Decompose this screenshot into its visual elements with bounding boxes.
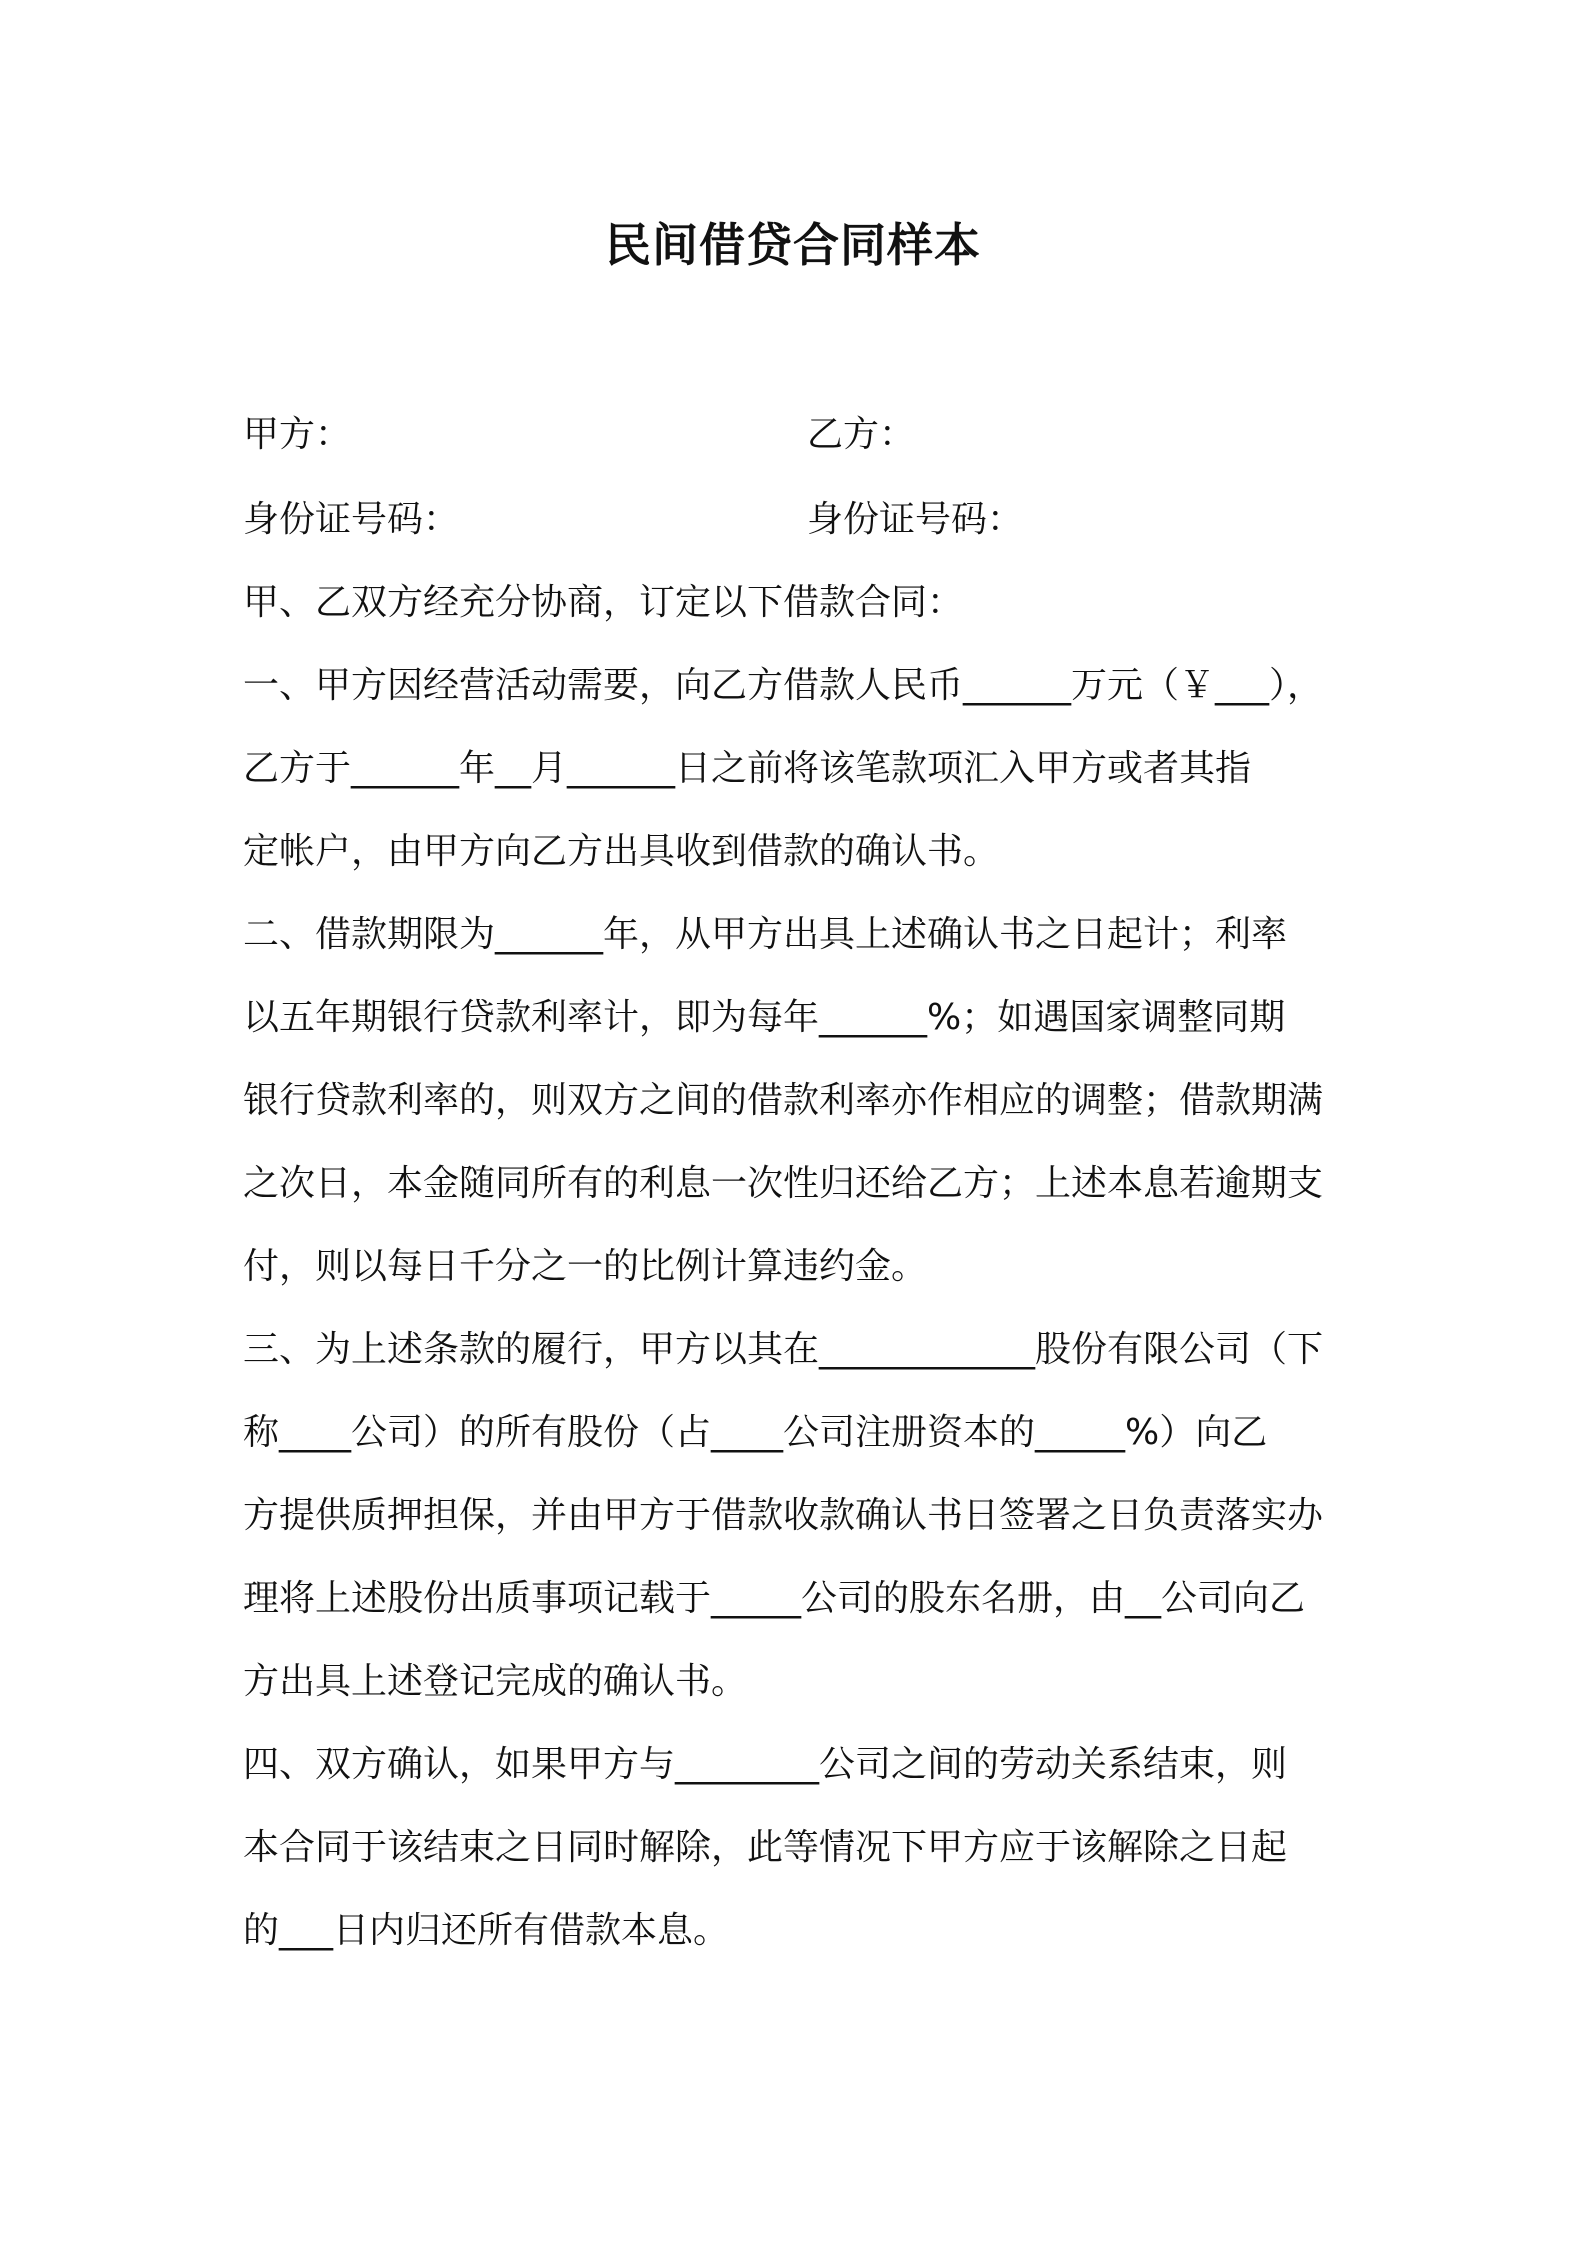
clause-1-line-2: 乙方于______年__月______日之前将该笔款项汇入甲方或者其指 [243, 748, 1252, 789]
clause-3-line-4: 理将上述股份出质事项记载于_____公司的股东名册，由__公司向乙 [243, 1578, 1306, 1619]
clause-2-line-3: 银行贷款利率的，则双方之间的借款利率亦作相应的调整；借款期满 [243, 1080, 1324, 1121]
document-title: 民间借贷合同样本 [605, 218, 981, 272]
clause-2-line-1: 二、借款期限为______年，从甲方出具上述确认书之日起计；利率 [243, 914, 1288, 955]
clause-1-line-3: 定帐户，由甲方向乙方出具收到借款的确认书。 [243, 831, 1000, 872]
intro-line: 甲、乙双方经充分协商，订定以下借款合同： [243, 582, 964, 623]
party-b-label: 乙方： [807, 414, 916, 455]
clause-1-line-1: 一、甲方因经营活动需要，向乙方借款人民币______万元（￥___）， [243, 665, 1324, 706]
clause-4-line-3: 的___日内归还所有借款本息。 [243, 1910, 730, 1951]
party-b-id-label: 身份证号码： [807, 499, 1024, 540]
party-a-label: 甲方： [243, 414, 352, 455]
party-id-row [243, 490, 1353, 550]
clause-2-line-4: 之次日，本金随同所有的利息一次性归还给乙方；上述本息若逾期支 [243, 1163, 1324, 1204]
clause-3-line-3: 方提供质押担保，并由甲方于借款收款确认书日签署之日负责落实办 [243, 1495, 1324, 1536]
clause-3-line-2: 称____公司）的所有股份（占____公司注册资本的_____%）向乙 [243, 1412, 1268, 1453]
clause-3-line-1: 三、为上述条款的履行，甲方以其在____________股份有限公司（下 [243, 1329, 1324, 1370]
clause-2-line-2: 以五年期银行贷款利率计，即为每年______%；如遇国家调整同期 [243, 997, 1286, 1038]
party-a-id-label: 身份证号码： [243, 499, 460, 540]
clause-4-line-1: 四、双方确认，如果甲方与________公司之间的劳动关系结束，则 [243, 1744, 1288, 1785]
clause-3-line-5: 方出具上述登记完成的确认书。 [243, 1661, 748, 1702]
party-names-row [243, 405, 1353, 465]
clause-2-line-5: 付，则以每日千分之一的比例计算违约金。 [243, 1246, 928, 1287]
clause-4-line-2: 本合同于该结束之日同时解除，此等情况下甲方应于该解除之日起 [243, 1827, 1288, 1868]
